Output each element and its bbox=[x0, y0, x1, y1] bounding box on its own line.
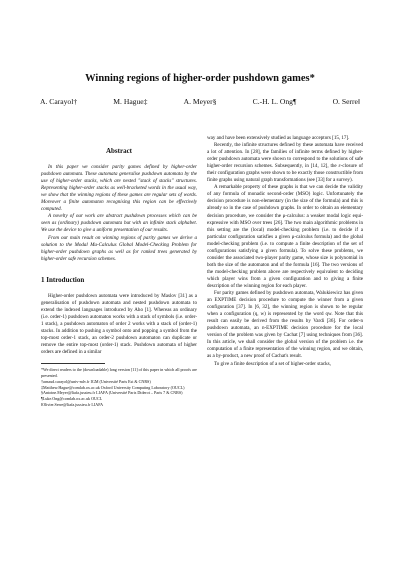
footnote: *We direct readers to the (downloadable) long version [11] of this paper in which all proofs are presented. bbox=[41, 367, 197, 378]
right-column bbox=[207, 135, 363, 368]
footnote: ‡Matthew.Hague@comlab.ox.ac.uk Oxford University Computing Laboratory (OUCL) bbox=[41, 384, 185, 390]
abstract-paragraph: A novelty of our work are abstract pushdown processes which can be seen as (ordinary) pushdown automata but with an infinite stack alphabet. We use the device to give a uniform presentation of our results. bbox=[41, 213, 197, 234]
left-column bbox=[41, 148, 197, 408]
body-paragraph: To give a finite description of a set of higher-order stacks, bbox=[214, 360, 331, 367]
footnote-rule bbox=[41, 363, 105, 364]
section-heading: 1 Introduction bbox=[41, 275, 85, 284]
body-paragraph: For parity games defined by pushdown automata, Walukiewicz has given an EXPTIME decision procedure to compute the winner from a given configuration [37]. In [6, 32], the winning region is shown to be regular when a configuration (q, w) is represented by the word qw. Note that this result can easily be derived from the results by Vardi [36]. For order-n pushdown automata, an n-EXPTIME decision procedure for the local version of the problem was given by Cachat [7] using techniques from [36]. In this article, we shall consider the global version of the problem i.e. the computation of a finite representation of the winning region, and we obtain, as a by-product, a new proof of Cachat's result. bbox=[207, 290, 363, 360]
footnote: †arnaud.carayol@univ-mlv.fr IGM (Université Paris Est & CNRS) bbox=[41, 378, 151, 384]
body-paragraph: Recently, the infinite structures defined by these automata have received a lot of attention. In [28], the families of infinite terms defined by higher-order pushdown automata were shown to correspond to the solutions of safe higher-order recursion schemes. Subsequently, in [14, 12], the ε-closure of their configuration graphs were shown to be exactly those constructible from finite graphs using natural graph transformations (see [33] for a survey). bbox=[207, 142, 363, 184]
author-name: O. Serre‖ bbox=[332, 97, 360, 106]
author-name: C.-H. L. Ong¶ bbox=[252, 97, 297, 106]
author-name: M. Hague‡ bbox=[113, 97, 148, 106]
author-name: A. Carayol† bbox=[40, 97, 78, 106]
author-name: A. Meyer§ bbox=[183, 97, 217, 106]
abstract-body bbox=[41, 164, 197, 263]
body-paragraph: Higher-order pushdown automata were introduced by Maslov [31] as a generalisation of pushdown automata and nested pushdown automata to extend the indexed languages introduced by Aho [1]. Whereas an ordinary (i.e. order-1) pushdown automaton works with a stack of symbols (i.e. order-1 stack), a pushdown automaton of order 2 works with a stack of (order-1) stacks. In addition to pushing a symbol onto and popping a symbol from the top-most order-1 stack, an order-2 pushdown automaton can duplicate or remove the entire top-most (order-1) stack. Pushdown automata of higher orders are defined in a similar bbox=[41, 292, 197, 356]
paper-title: Winning regions of higher-order pushdown games* bbox=[85, 73, 315, 84]
footnotes bbox=[41, 367, 197, 408]
abstract-paragraph: In this paper we consider parity games defined by higher-order pushdown automata. These automata generalise pushdown automata by the use of higher-order stacks, which are nested "stack of stacks" structures. Representing higher-order stacks as well-bracketed words in the usual way, we show that the winning regions of these games are regular sets of words. Moreover a finite automaton recognising this region can be effectively computed. bbox=[41, 164, 197, 213]
footnote: ‖Olivier.Serre@liafa.jussieu.fr LIAFA bbox=[41, 401, 104, 407]
body-paragraph: A remarkable property of these graphs is that we can decide the validity of any formula of monadic second-order (MSO) logic. Unfortunately the decision procedure is non-elementary (in the size of the formula) and this is already so in the case of pushdown graphs. In order to obtain an elementary decision procedure, we consider the μ-calculus: a weaker modal logic equi-expressive with MSO over trees [26]. The two main algorithmic problems in this setting are the (local) model-checking problem (i.e. to decide if a particular configuration satisfies a given μ-calculus formula) and the global model-checking problem (i.e. to compute a finite description of the set of configurations satisfying a given formula). To solve these problems, we consider the associated two-player parity game, whose size is polynomial in both the size of the automaton and of the formula [16]. The two versions of the model-checking problem above are respectively equivalent to deciding which player wins from a given configuration and to giving a finite description of the winning region for each player. bbox=[207, 184, 363, 289]
abstract-paragraph: From our main result on winning regions of parity games we derive a solution to the Modal Mu-Calculus Global Model-Checking Problem for higher-order pushdown graphs as well as for ranked trees generated by higher-order safe recursion schemes. bbox=[41, 234, 197, 262]
author-list bbox=[40, 97, 360, 106]
abstract-heading: Abstract bbox=[105, 147, 133, 155]
footnote: §Antoine.Meyer@liafa.jussieu.fr LIAFA (Université Paris Diderot – Paris 7 & CNRS) bbox=[41, 390, 183, 396]
body-paragraph: way and have been extensively studied as language acceptors [15, 17]. bbox=[207, 135, 350, 141]
footnote: ¶Luke.Ong@comlab.ox.ac.uk OUCL bbox=[41, 396, 103, 402]
